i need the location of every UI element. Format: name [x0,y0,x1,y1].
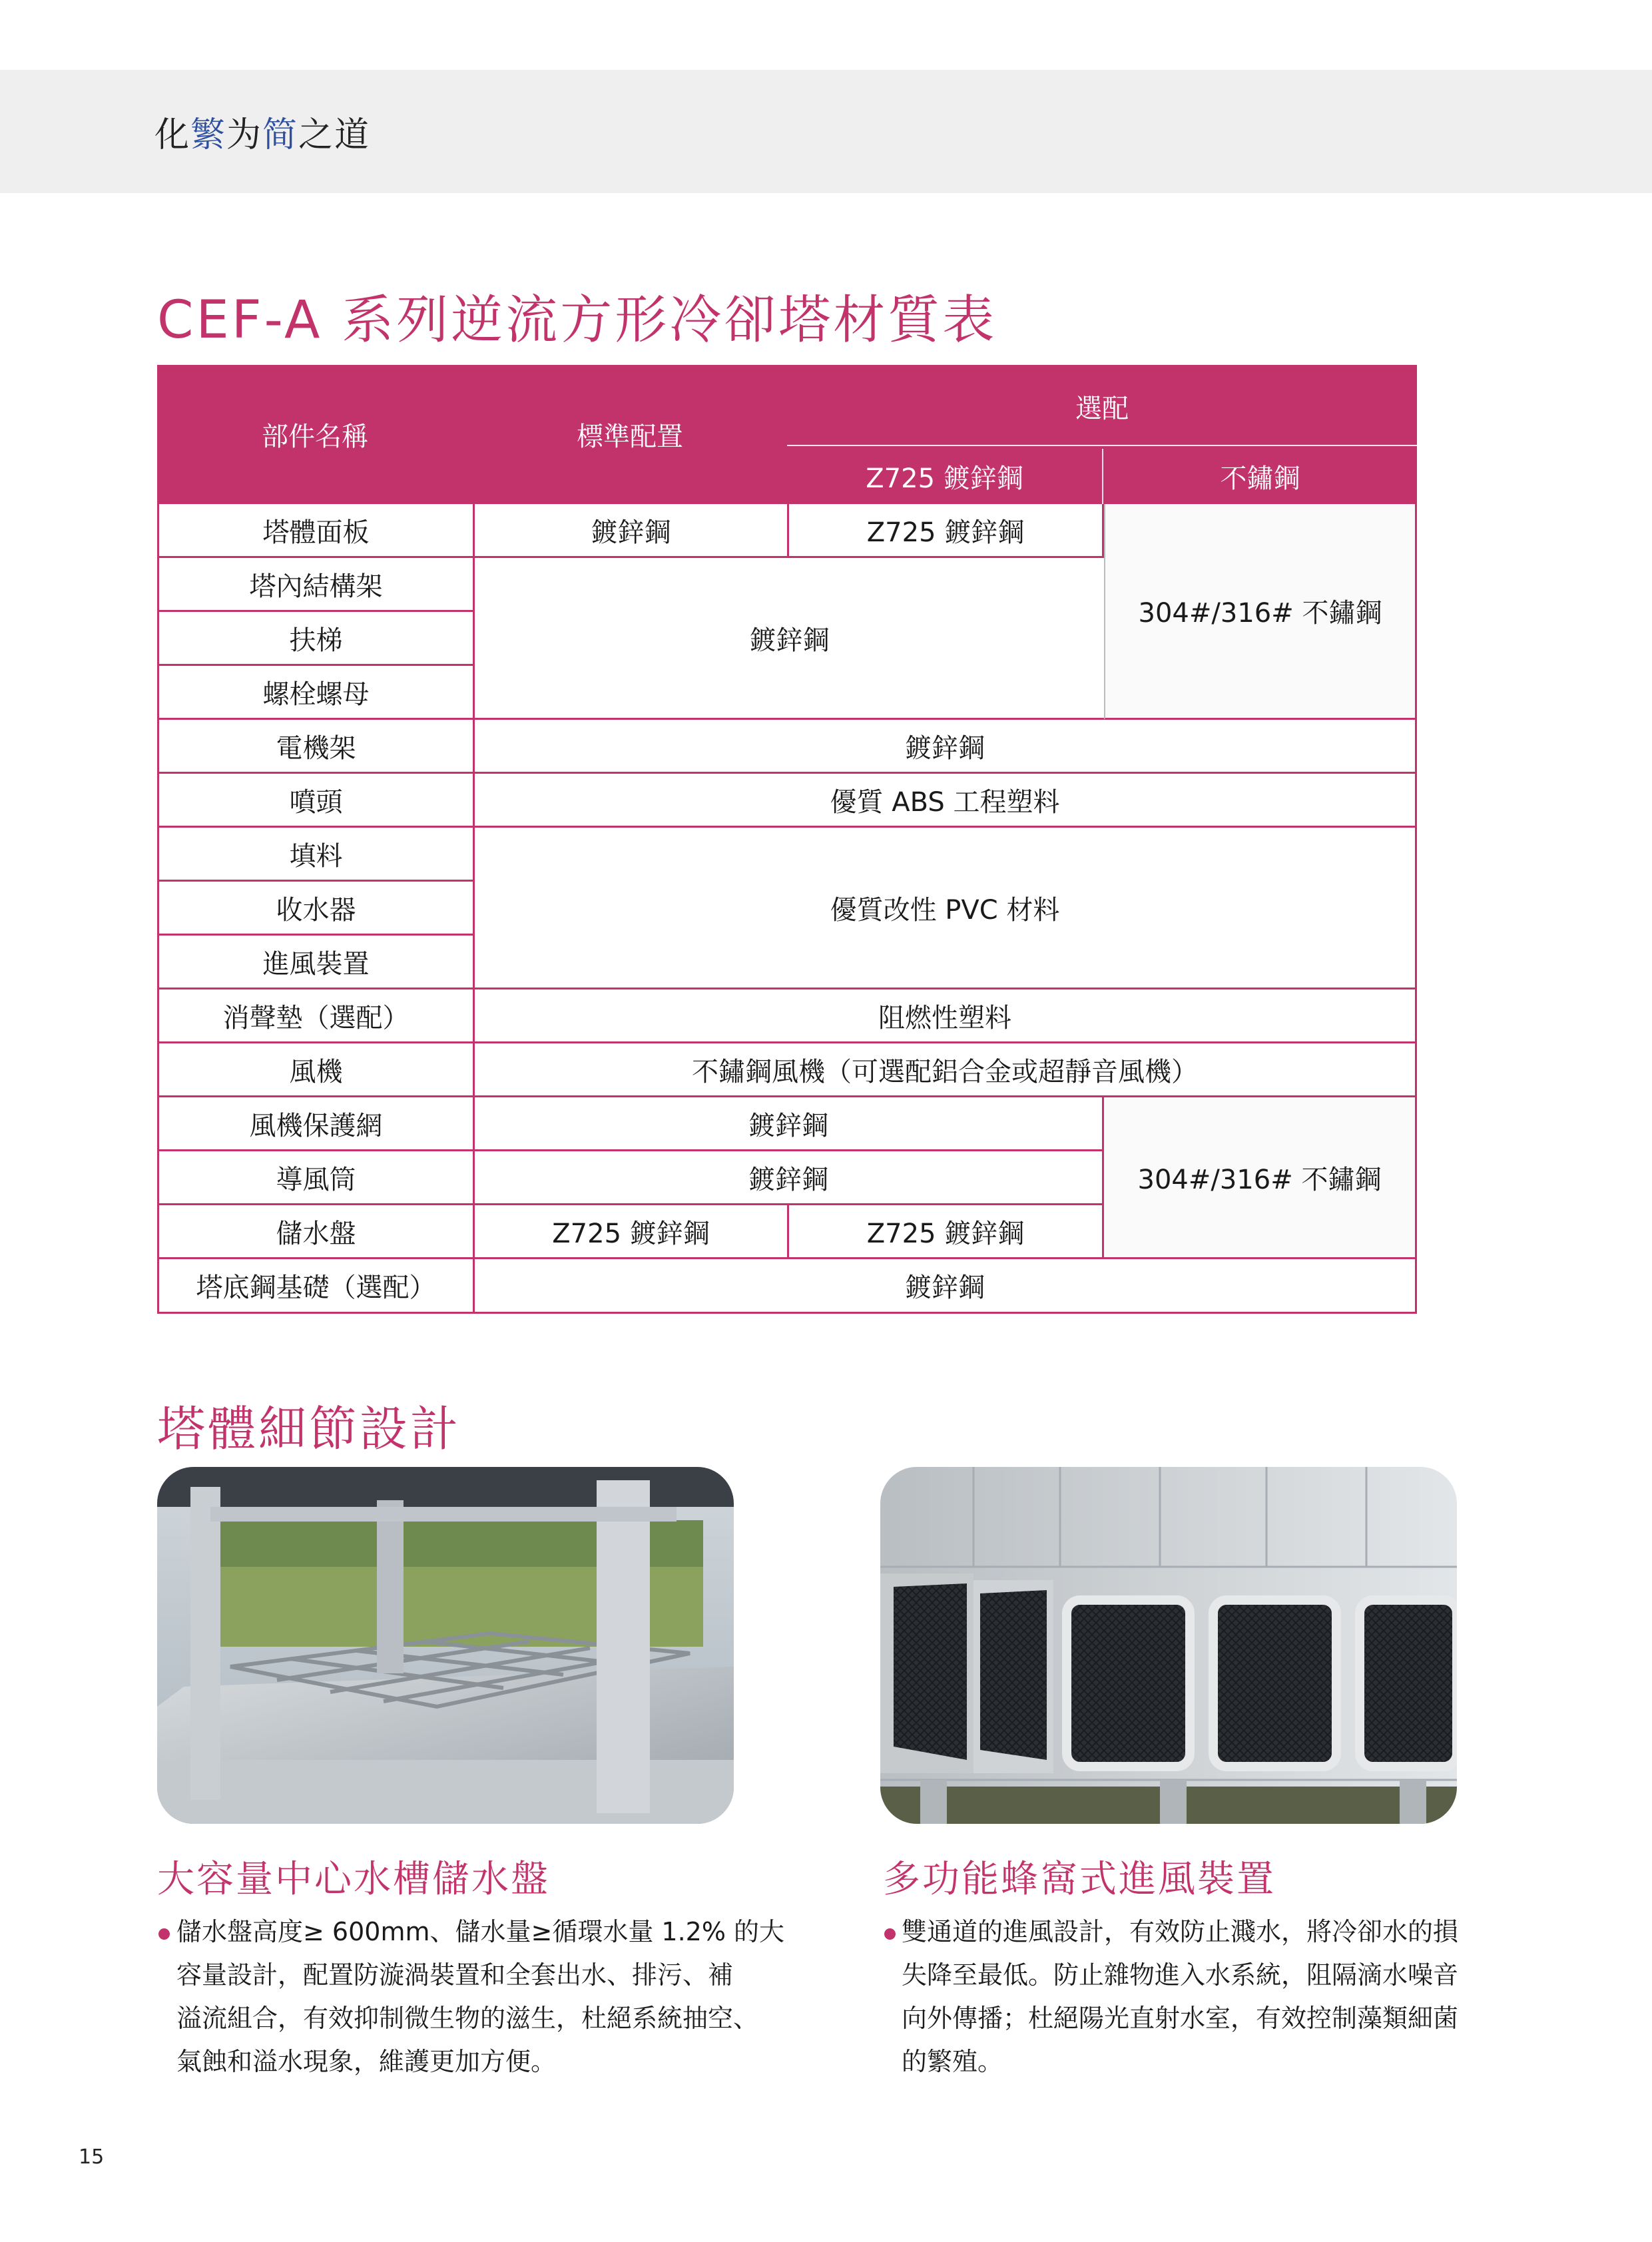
table-cell-merged: 優質 ABS 工程塑料 [475,774,1415,828]
table-cell-standard: 鍍鋅鋼 [475,504,789,558]
photo-water-basin [157,1467,734,1824]
table-cell-z725: Z725 鍍鋅鋼 [789,1205,1104,1259]
material-table [157,365,1417,1314]
header-opt-z725: Z725 鍍鋅鋼 [866,463,1023,494]
feature-text-line: 儲水盤高度≥ 600mm、儲水量≥循環水量 1.2% 的大 [176,1917,785,1946]
table-cell-part: 扶梯 [159,612,475,666]
table-cell-part: 進風裝置 [159,936,475,989]
feature-text-air-inlet [902,1910,1458,2084]
header-opt-stainless: 不鏽鋼 [1220,463,1300,494]
table-header [157,365,1417,504]
header-optional: 選配 [1075,394,1129,424]
section-title: 塔體細節設計 [157,1401,461,1457]
table-cell-part: 風機 [159,1043,475,1097]
photo-air-inlet [880,1467,1457,1824]
table-cell-part: 塔底鋼基礎（選配） [159,1259,475,1312]
table-cell-part: 螺栓螺母 [159,666,475,720]
table-cell-standard: Z725 鍍鋅鋼 [475,1205,789,1259]
table-cell-merged: 阻燃性塑料 [475,989,1415,1043]
table-cell-merged: 鍍鋅鋼 [475,1151,1104,1205]
table-cell-merged: 鍍鋅鋼 [475,720,1415,774]
table-cell-part: 塔體面板 [159,504,475,558]
table-cell-stainless: 304#/316# 不鏽鋼 [1104,504,1415,720]
table-cell-part: 電機架 [159,720,475,774]
feature-text-line: 失降至最低。防止雜物進入水系統，阻隔滴水噪音 [902,1960,1459,1990]
header-standard: 標準配置 [577,421,683,452]
feature-text-line: 溢流組合，有效抑制微生物的滋生，杜絕系統抽空、 [176,2004,759,2033]
page-number: 15 [79,2145,105,2169]
feature-title-water-basin: 大容量中心水槽儲水盤 [157,1858,550,1901]
feature-text-line: 容量設計，配置防漩渦裝置和全套出水、排污、補 [176,1960,734,1990]
table-body [157,504,1417,1314]
header-divider [787,445,1417,446]
table-cell-part: 填料 [159,828,475,882]
table-cell-part: 收水器 [159,882,475,936]
table-cell-merged: 鍍鋅鋼 [475,558,1104,720]
table-cell-merged: 鍍鋅鋼 [475,1259,1415,1312]
bullet-dot [158,1928,170,1940]
table-cell-z725: Z725 鍍鋅鋼 [789,504,1104,558]
header-part-name: 部件名稱 [262,421,368,452]
table-cell-part: 儲水盤 [159,1205,475,1259]
table-cell-part: 消聲墊（選配） [159,989,475,1043]
feature-text-line: 氣蝕和溢水現象，維護更加方便。 [176,2047,557,2076]
feature-text-line: 向外傳播；杜絕陽光直射水室，有效控制藻類細菌 [902,2004,1459,2033]
table-cell-merged: 優質改性 PVC 材料 [475,828,1415,989]
table-cell-part: 風機保護網 [159,1097,475,1151]
table-cell-merged: 鍍鋅鋼 [475,1097,1104,1151]
feature-text-line: 雙通道的進風設計，有效防止濺水，將冷卻水的損 [902,1917,1459,1946]
feature-text-water-basin [176,1910,784,2084]
table-cell-part: 塔內結構架 [159,558,475,612]
header-title: 化繁为简之道 [154,115,371,155]
bullet-dot [884,1928,896,1940]
page-title: CEF-A 系列逆流方形冷卻塔材質表 [157,290,997,350]
table-cell-part: 導風筒 [159,1151,475,1205]
feature-title-air-inlet: 多功能蜂窩式進風裝置 [883,1858,1276,1901]
table-cell-stainless: 304#/316# 不鏽鋼 [1104,1097,1415,1259]
feature-text-line: 的繁殖。 [902,2047,1003,2076]
table-cell-part: 噴頭 [159,774,475,828]
table-cell-merged: 不鏽鋼風機（可選配鋁合金或超靜音風機） [475,1043,1415,1097]
